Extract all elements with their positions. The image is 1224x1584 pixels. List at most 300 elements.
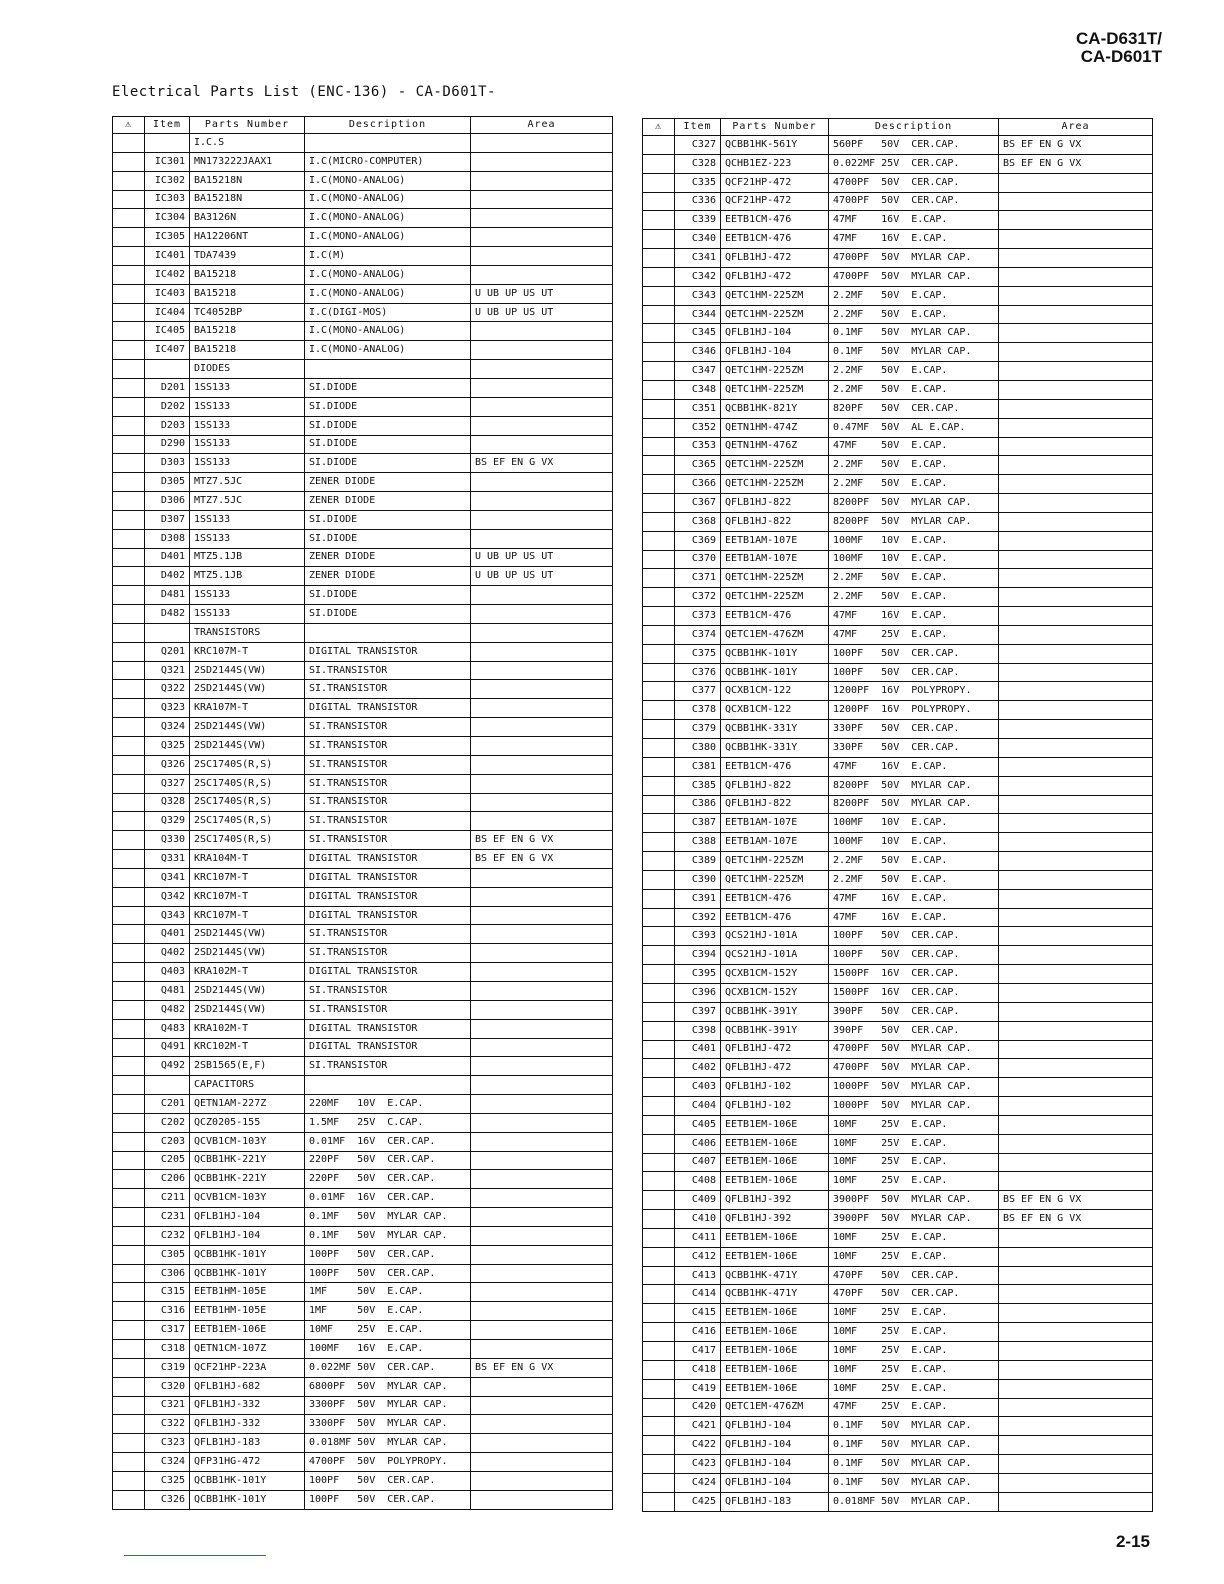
parts-number-cell: 2SD2144S(VW) bbox=[190, 737, 305, 756]
description-cell: 8200PF 50V MYLAR CAP. bbox=[829, 512, 999, 531]
description-cell: SI.TRANSISTOR bbox=[305, 661, 471, 680]
area-cell bbox=[999, 1266, 1153, 1285]
area-cell bbox=[999, 1134, 1153, 1153]
table-row bbox=[113, 284, 613, 303]
table-row bbox=[113, 1151, 613, 1170]
area-cell bbox=[471, 699, 613, 718]
table-row bbox=[113, 567, 613, 586]
area-cell bbox=[471, 416, 613, 435]
area-cell bbox=[999, 437, 1153, 456]
description-cell: 1MF 50V E.CAP. bbox=[305, 1302, 471, 1321]
description-cell: I.C(MONO-ANALOG) bbox=[305, 171, 471, 190]
description-cell: 0.1MF 50V MYLAR CAP. bbox=[305, 1208, 471, 1227]
item-cell: C377 bbox=[675, 682, 721, 701]
parts-number-cell: EETB1EM-106E bbox=[721, 1247, 829, 1266]
area-cell: U UB UP US UT bbox=[471, 548, 613, 567]
warning-cell bbox=[113, 303, 145, 322]
item-cell: C366 bbox=[675, 475, 721, 494]
warning-cell bbox=[643, 380, 675, 399]
item-cell: C323 bbox=[145, 1434, 190, 1453]
parts-number-cell: BA15218 bbox=[190, 322, 305, 341]
warning-cell bbox=[113, 812, 145, 831]
parts-number-cell: QETC1HM-225ZM bbox=[721, 286, 829, 305]
item-cell: C410 bbox=[675, 1210, 721, 1229]
parts-table-left bbox=[112, 116, 613, 1510]
parts-number-cell: QETC1HM-225ZM bbox=[721, 852, 829, 871]
table-row bbox=[113, 1132, 613, 1151]
table-row bbox=[113, 1208, 613, 1227]
warning-cell bbox=[643, 1228, 675, 1247]
table-row bbox=[643, 1040, 1153, 1059]
description-cell: 2.2MF 50V E.CAP. bbox=[829, 870, 999, 889]
warning-cell bbox=[643, 1398, 675, 1417]
parts-number-cell: QETC1HM-225ZM bbox=[721, 305, 829, 324]
item-cell: C406 bbox=[675, 1134, 721, 1153]
area-cell bbox=[999, 418, 1153, 437]
warning-cell bbox=[113, 1151, 145, 1170]
area-cell bbox=[999, 739, 1153, 758]
area-cell: BS EF EN G VX bbox=[471, 831, 613, 850]
warning-cell bbox=[643, 757, 675, 776]
table-row bbox=[643, 1285, 1153, 1304]
parts-number-cell: QFLB1HJ-392 bbox=[721, 1191, 829, 1210]
parts-number-cell: QETC1HM-225ZM bbox=[721, 870, 829, 889]
item-cell: Q327 bbox=[145, 774, 190, 793]
table-row bbox=[113, 1189, 613, 1208]
table-row bbox=[643, 983, 1153, 1002]
warning-cell bbox=[643, 362, 675, 381]
table-row bbox=[113, 171, 613, 190]
parts-number-cell: QFLB1HJ-104 bbox=[721, 1436, 829, 1455]
warning-cell bbox=[113, 416, 145, 435]
area-cell bbox=[999, 1360, 1153, 1379]
warning-cell bbox=[113, 981, 145, 1000]
parts-number-cell: QETC1HM-225ZM bbox=[721, 380, 829, 399]
item-cell: C415 bbox=[675, 1304, 721, 1323]
item-cell: C389 bbox=[675, 852, 721, 871]
area-cell bbox=[471, 737, 613, 756]
parts-number-cell: I.C.S bbox=[190, 134, 305, 153]
parts-number-cell: 1SS133 bbox=[190, 454, 305, 473]
warning-cell bbox=[643, 1342, 675, 1361]
table-row bbox=[643, 1172, 1153, 1191]
table-header-row bbox=[643, 119, 1153, 136]
parts-number-cell: QFLB1HJ-104 bbox=[721, 324, 829, 343]
description-cell: SI.TRANSISTOR bbox=[305, 944, 471, 963]
area-cell bbox=[999, 456, 1153, 475]
warning-cell bbox=[643, 305, 675, 324]
area-cell bbox=[471, 265, 613, 284]
warning-cell bbox=[643, 1059, 675, 1078]
table-row bbox=[643, 475, 1153, 494]
parts-number-cell: EETB1AM-107E bbox=[721, 550, 829, 569]
description-cell: SI.DIODE bbox=[305, 378, 471, 397]
description-cell: 2.2MF 50V E.CAP. bbox=[829, 380, 999, 399]
description-cell: 0.018MF 50V MYLAR CAP. bbox=[305, 1434, 471, 1453]
area-cell bbox=[999, 965, 1153, 984]
warning-cell bbox=[643, 644, 675, 663]
parts-number-cell: MTZ7.5JC bbox=[190, 492, 305, 511]
item-cell: Q331 bbox=[145, 850, 190, 869]
parts-number-cell: QFLB1HJ-472 bbox=[721, 267, 829, 286]
parts-number-cell: QFLB1HJ-822 bbox=[721, 494, 829, 513]
table-row bbox=[113, 152, 613, 171]
table-row bbox=[643, 607, 1153, 626]
table-row bbox=[643, 588, 1153, 607]
model-line-2: CA-D601T bbox=[1080, 47, 1162, 66]
table-row bbox=[643, 1436, 1153, 1455]
parts-number-cell: EETB1AM-107E bbox=[721, 531, 829, 550]
model-line-1: CA-D631T/ bbox=[1076, 29, 1162, 48]
warning-cell bbox=[643, 1266, 675, 1285]
table-row bbox=[643, 946, 1153, 965]
warning-cell bbox=[643, 1153, 675, 1172]
description-cell bbox=[305, 134, 471, 153]
warning-cell bbox=[643, 739, 675, 758]
parts-number-cell: QCVB1CM-103Y bbox=[190, 1189, 305, 1208]
item-cell: C346 bbox=[675, 343, 721, 362]
item-cell: C232 bbox=[145, 1226, 190, 1245]
table-row bbox=[113, 1095, 613, 1114]
item-cell: C321 bbox=[145, 1396, 190, 1415]
item-cell: C336 bbox=[675, 192, 721, 211]
table-row bbox=[113, 963, 613, 982]
parts-number-cell: 1SS133 bbox=[190, 510, 305, 529]
table-row bbox=[643, 1078, 1153, 1097]
area-cell bbox=[999, 663, 1153, 682]
item-cell: C345 bbox=[675, 324, 721, 343]
area-cell bbox=[999, 701, 1153, 720]
warning-cell bbox=[113, 793, 145, 812]
table-row bbox=[643, 1473, 1153, 1492]
parts-number-cell: QFLB1HJ-102 bbox=[721, 1097, 829, 1116]
parts-number-cell: KRA102M-T bbox=[190, 1019, 305, 1038]
warning-cell bbox=[113, 605, 145, 624]
table-row bbox=[113, 699, 613, 718]
warning-cell bbox=[643, 1021, 675, 1040]
parts-number-cell: 1SS133 bbox=[190, 397, 305, 416]
area-cell bbox=[471, 1490, 613, 1509]
area-cell bbox=[999, 1097, 1153, 1116]
item-cell: Q325 bbox=[145, 737, 190, 756]
parts-number-cell: EETB1EM-106E bbox=[721, 1342, 829, 1361]
description-cell: 47MF 16V E.CAP. bbox=[829, 211, 999, 230]
item-cell: C326 bbox=[145, 1490, 190, 1509]
area-cell bbox=[999, 1115, 1153, 1134]
warning-cell bbox=[643, 682, 675, 701]
description-cell: DIGITAL TRANSISTOR bbox=[305, 887, 471, 906]
table-row bbox=[643, 418, 1153, 437]
area-cell bbox=[999, 795, 1153, 814]
item-cell: Q341 bbox=[145, 868, 190, 887]
warning-cell bbox=[643, 983, 675, 1002]
warning-cell bbox=[113, 718, 145, 737]
warning-cell bbox=[113, 642, 145, 661]
area-cell bbox=[471, 171, 613, 190]
item-cell: C374 bbox=[675, 625, 721, 644]
page-number: 2-15 bbox=[1115, 1532, 1150, 1551]
warning-cell bbox=[113, 397, 145, 416]
table-row bbox=[113, 247, 613, 266]
table-row bbox=[113, 1264, 613, 1283]
area-cell bbox=[999, 1436, 1153, 1455]
parts-number-cell: QETN1HM-476Z bbox=[721, 437, 829, 456]
warning-cell bbox=[113, 831, 145, 850]
parts-number-cell: QFLB1HJ-104 bbox=[721, 1473, 829, 1492]
area-cell bbox=[999, 230, 1153, 249]
description-cell: 1MF 50V E.CAP. bbox=[305, 1283, 471, 1302]
description-cell: 6800PF 50V MYLAR CAP. bbox=[305, 1377, 471, 1396]
table-row bbox=[643, 1304, 1153, 1323]
warning-cell bbox=[113, 341, 145, 360]
area-cell bbox=[999, 362, 1153, 381]
description-cell bbox=[305, 623, 471, 642]
description-cell: SI.DIODE bbox=[305, 510, 471, 529]
item-cell: C375 bbox=[675, 644, 721, 663]
item-cell: D482 bbox=[145, 605, 190, 624]
area-cell bbox=[471, 360, 613, 379]
area-cell bbox=[471, 209, 613, 228]
table-row bbox=[643, 757, 1153, 776]
area-cell bbox=[471, 1340, 613, 1359]
area-cell bbox=[471, 906, 613, 925]
area-cell bbox=[999, 908, 1153, 927]
item-cell: Q201 bbox=[145, 642, 190, 661]
column-header-area: Area bbox=[999, 119, 1153, 136]
warning-cell bbox=[643, 1285, 675, 1304]
parts-number-cell: 2SB1565(E,F) bbox=[190, 1057, 305, 1076]
parts-number-cell: 2SD2144S(VW) bbox=[190, 944, 305, 963]
item-cell: C353 bbox=[675, 437, 721, 456]
table-row bbox=[643, 1455, 1153, 1474]
warning-cell bbox=[113, 868, 145, 887]
item-cell: IC405 bbox=[145, 322, 190, 341]
description-cell: 390PF 50V CER.CAP. bbox=[829, 1002, 999, 1021]
item-cell: C401 bbox=[675, 1040, 721, 1059]
area-cell bbox=[471, 134, 613, 153]
warning-cell bbox=[643, 946, 675, 965]
description-cell: I.C(DIGI-MOS) bbox=[305, 303, 471, 322]
description-cell: SI.DIODE bbox=[305, 605, 471, 624]
parts-number-cell: EETB1HM-105E bbox=[190, 1283, 305, 1302]
parts-number-cell: QCBB1HK-391Y bbox=[721, 1002, 829, 1021]
item-cell: C347 bbox=[675, 362, 721, 381]
model-number bbox=[1076, 30, 1162, 66]
area-cell bbox=[999, 682, 1153, 701]
parts-number-cell: QETN1AM-227Z bbox=[190, 1095, 305, 1114]
parts-number-cell: EETB1EM-106E bbox=[721, 1304, 829, 1323]
item-cell: C318 bbox=[145, 1340, 190, 1359]
area-cell bbox=[999, 1040, 1153, 1059]
warning-cell bbox=[113, 1490, 145, 1509]
description-cell: I.C(MONO-ANALOG) bbox=[305, 228, 471, 247]
area-cell bbox=[471, 680, 613, 699]
description-cell: 47MF 25V E.CAP. bbox=[829, 625, 999, 644]
parts-number-cell: QCXB1CM-122 bbox=[721, 701, 829, 720]
warning-cell bbox=[643, 456, 675, 475]
parts-table-right-body bbox=[643, 136, 1153, 1512]
area-cell bbox=[999, 833, 1153, 852]
item-cell: C206 bbox=[145, 1170, 190, 1189]
description-cell: 3900PF 50V MYLAR CAP. bbox=[829, 1191, 999, 1210]
parts-number-cell: QCBB1HK-101Y bbox=[190, 1490, 305, 1509]
warning-cell bbox=[643, 324, 675, 343]
warning-cell bbox=[643, 418, 675, 437]
item-cell: Q329 bbox=[145, 812, 190, 831]
area-cell bbox=[999, 1059, 1153, 1078]
description-cell: 0.1MF 50V MYLAR CAP. bbox=[829, 324, 999, 343]
area-cell bbox=[999, 569, 1153, 588]
description-cell: 4700PF 50V MYLAR CAP. bbox=[829, 267, 999, 286]
warning-cell bbox=[113, 680, 145, 699]
table-row bbox=[643, 1398, 1153, 1417]
parts-number-cell: QFLB1HJ-102 bbox=[721, 1078, 829, 1097]
table-row bbox=[113, 1471, 613, 1490]
warning-cell bbox=[113, 661, 145, 680]
table-row bbox=[643, 625, 1153, 644]
parts-number-cell: QCF21HP-223A bbox=[190, 1358, 305, 1377]
table-row bbox=[643, 1002, 1153, 1021]
warning-cell bbox=[643, 927, 675, 946]
description-cell: DIGITAL TRANSISTOR bbox=[305, 1019, 471, 1038]
description-cell: 1.5MF 25V C.CAP. bbox=[305, 1113, 471, 1132]
warning-cell bbox=[643, 852, 675, 871]
item-cell: C394 bbox=[675, 946, 721, 965]
table-row bbox=[643, 550, 1153, 569]
description-cell: ZENER DIODE bbox=[305, 473, 471, 492]
parts-number-cell: 2SD2144S(VW) bbox=[190, 718, 305, 737]
table-row bbox=[643, 927, 1153, 946]
description-cell: SI.TRANSISTOR bbox=[305, 737, 471, 756]
table-row bbox=[643, 230, 1153, 249]
parts-number-cell: QCBB1HK-331Y bbox=[721, 720, 829, 739]
warning-cell bbox=[113, 247, 145, 266]
area-cell bbox=[999, 1172, 1153, 1191]
parts-number-cell: QETC1HM-225ZM bbox=[721, 569, 829, 588]
table-row bbox=[643, 1153, 1153, 1172]
table-row bbox=[113, 906, 613, 925]
warning-cell bbox=[643, 1360, 675, 1379]
item-cell: IC404 bbox=[145, 303, 190, 322]
description-cell: SI.DIODE bbox=[305, 586, 471, 605]
parts-number-cell: EETB1EM-106E bbox=[721, 1153, 829, 1172]
table-row bbox=[113, 1377, 613, 1396]
warning-cell bbox=[113, 1170, 145, 1189]
item-cell: Q492 bbox=[145, 1057, 190, 1076]
item-cell: Q402 bbox=[145, 944, 190, 963]
description-cell: I.C(MICRO-COMPUTER) bbox=[305, 152, 471, 171]
warning-cell bbox=[643, 1436, 675, 1455]
warning-cell bbox=[643, 833, 675, 852]
item-cell: D305 bbox=[145, 473, 190, 492]
table-row bbox=[113, 642, 613, 661]
warning-cell bbox=[643, 870, 675, 889]
warning-cell bbox=[113, 454, 145, 473]
column-header-area: Area bbox=[471, 117, 613, 134]
table-row bbox=[113, 473, 613, 492]
warning-cell bbox=[113, 190, 145, 209]
item-cell: C376 bbox=[675, 663, 721, 682]
item-cell: C202 bbox=[145, 1113, 190, 1132]
item-cell: C388 bbox=[675, 833, 721, 852]
area-cell bbox=[471, 322, 613, 341]
parts-number-cell: 2SC1740S(R,S) bbox=[190, 793, 305, 812]
warning-cell bbox=[113, 963, 145, 982]
area-cell bbox=[999, 814, 1153, 833]
table-row bbox=[643, 1360, 1153, 1379]
parts-number-cell: MN173222JAAX1 bbox=[190, 152, 305, 171]
parts-number-cell: KRC107M-T bbox=[190, 642, 305, 661]
parts-number-cell: QFLB1HJ-822 bbox=[721, 795, 829, 814]
item-cell: C411 bbox=[675, 1228, 721, 1247]
warning-cell bbox=[643, 701, 675, 720]
item-cell: C425 bbox=[675, 1492, 721, 1511]
area-cell bbox=[999, 625, 1153, 644]
column-header-parts-number: Parts Number bbox=[721, 119, 829, 136]
table-row bbox=[113, 680, 613, 699]
description-cell: 2.2MF 50V E.CAP. bbox=[829, 362, 999, 381]
area-cell bbox=[471, 1076, 613, 1095]
area-cell bbox=[471, 793, 613, 812]
item-cell: C413 bbox=[675, 1266, 721, 1285]
parts-number-cell: EETB1CM-476 bbox=[721, 607, 829, 626]
parts-table-left-body bbox=[113, 134, 613, 1510]
area-cell bbox=[471, 1189, 613, 1208]
table-row bbox=[113, 1490, 613, 1509]
area-cell bbox=[471, 812, 613, 831]
area-cell bbox=[471, 1038, 613, 1057]
table-row bbox=[113, 605, 613, 624]
description-cell: DIGITAL TRANSISTOR bbox=[305, 699, 471, 718]
item-cell: D306 bbox=[145, 492, 190, 511]
description-cell: 100PF 50V CER.CAP. bbox=[305, 1471, 471, 1490]
description-cell: 0.1MF 50V MYLAR CAP. bbox=[829, 1473, 999, 1492]
area-cell bbox=[999, 1473, 1153, 1492]
item-cell: C407 bbox=[675, 1153, 721, 1172]
area-cell: BS EF EN G VX bbox=[471, 850, 613, 869]
table-row bbox=[113, 661, 613, 680]
warning-cell bbox=[113, 774, 145, 793]
description-cell: 470PF 50V CER.CAP. bbox=[829, 1266, 999, 1285]
item-cell: Q321 bbox=[145, 661, 190, 680]
warning-cell bbox=[643, 399, 675, 418]
warning-cell bbox=[643, 889, 675, 908]
description-cell: 100MF 10V E.CAP. bbox=[829, 833, 999, 852]
description-cell: 0.1MF 50V MYLAR CAP. bbox=[829, 343, 999, 362]
warning-cell bbox=[643, 154, 675, 173]
item-cell: C395 bbox=[675, 965, 721, 984]
area-cell bbox=[999, 1285, 1153, 1304]
warning-cell bbox=[113, 265, 145, 284]
parts-number-cell: EETB1AM-107E bbox=[721, 833, 829, 852]
description-cell: 100MF 10V E.CAP. bbox=[829, 531, 999, 550]
table-row bbox=[113, 1415, 613, 1434]
table-row bbox=[113, 944, 613, 963]
parts-number-cell: QETC1EM-476ZM bbox=[721, 625, 829, 644]
description-cell: 4700PF 50V POLYPROPY. bbox=[305, 1453, 471, 1472]
parts-number-cell: QFLB1HJ-104 bbox=[721, 1417, 829, 1436]
table-row bbox=[643, 1247, 1153, 1266]
parts-number-cell: 2SD2144S(VW) bbox=[190, 925, 305, 944]
table-row bbox=[113, 1113, 613, 1132]
area-cell bbox=[999, 399, 1153, 418]
item-cell: C340 bbox=[675, 230, 721, 249]
warning-cell bbox=[643, 1492, 675, 1511]
parts-number-cell: QFLB1HJ-472 bbox=[721, 249, 829, 268]
area-cell bbox=[999, 380, 1153, 399]
item-cell: C371 bbox=[675, 569, 721, 588]
warning-cell bbox=[113, 322, 145, 341]
